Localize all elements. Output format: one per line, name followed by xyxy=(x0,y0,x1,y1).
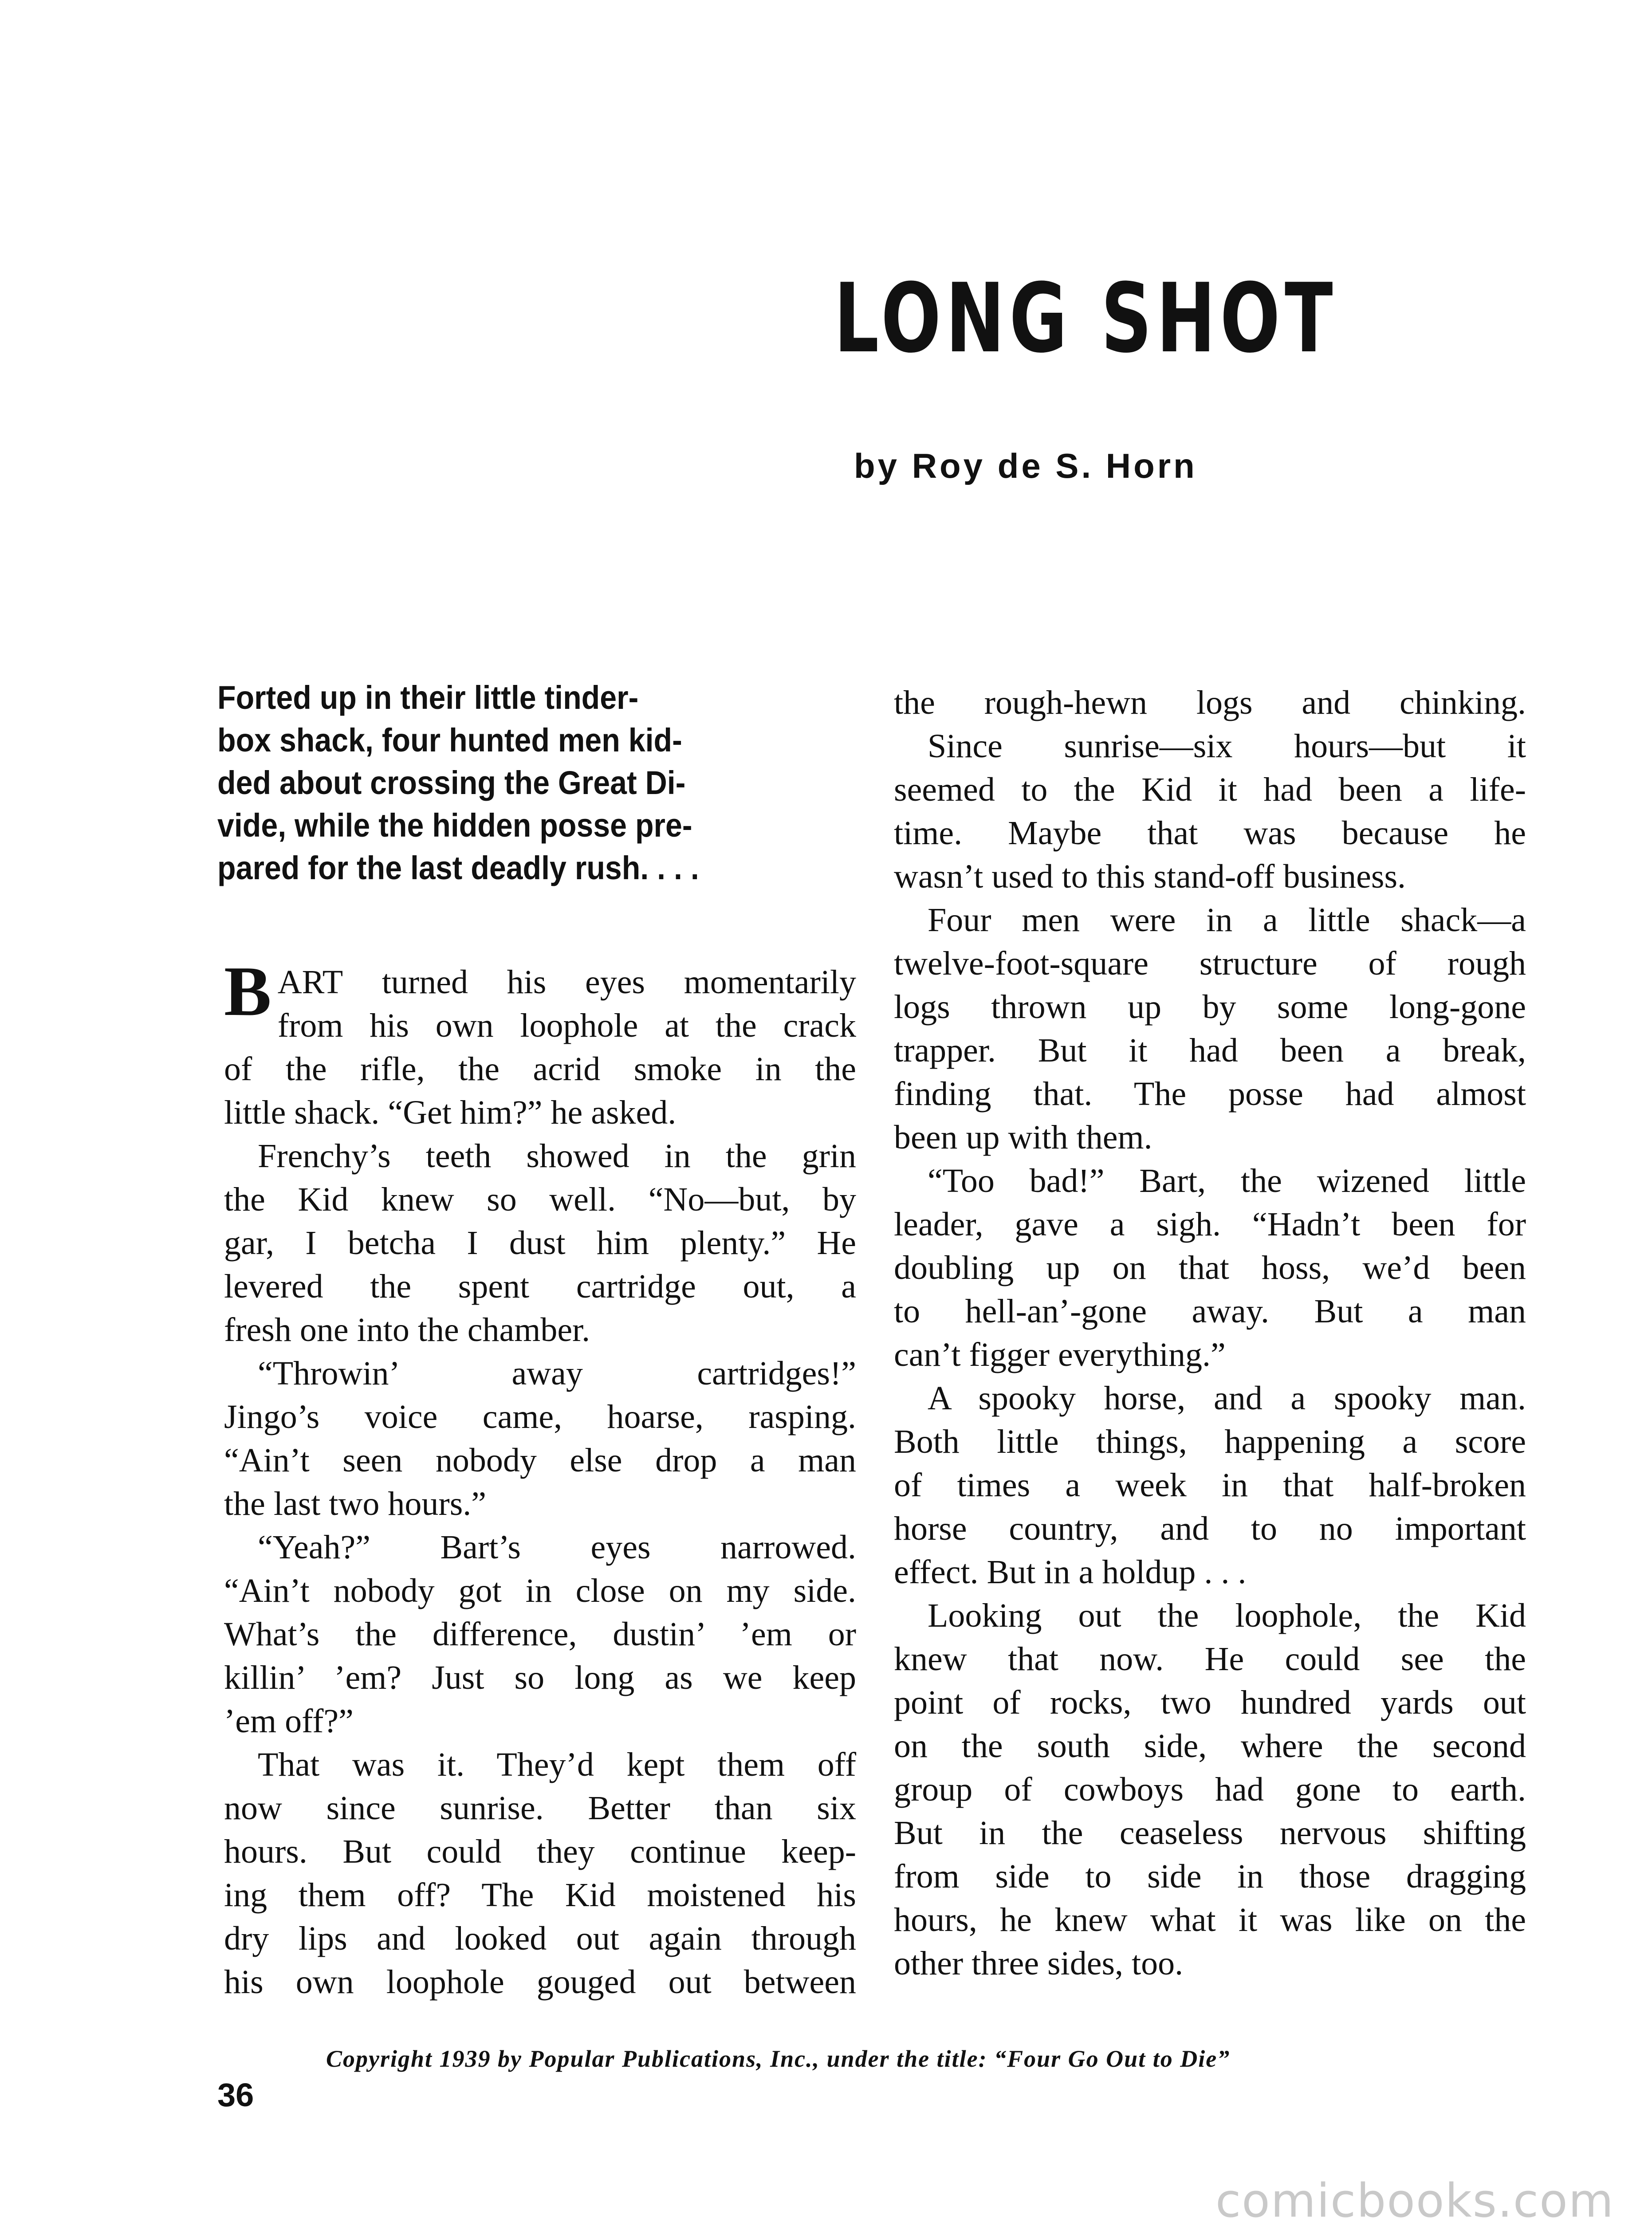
body-line: of the rifle, the acrid smoke in the xyxy=(224,1050,856,1088)
body-line: group of cowboys had gone to earth. xyxy=(894,1771,1526,1808)
body-line: of times a week in that half-broken xyxy=(894,1467,1526,1504)
body-line: point of rocks, two hundred yards out xyxy=(894,1684,1526,1721)
copyright-notice: Copyright 1939 by Popular Publications, Inc., under the title: “Four Go Out to Die” xyxy=(326,2045,1231,2072)
body-line: seemed to the Kid it had been a life- xyxy=(894,771,1526,808)
right-column xyxy=(894,681,1526,1985)
body-line: “Ain’t nobody got in close on my side. xyxy=(224,1572,856,1609)
body-line: been up with them. xyxy=(894,1119,1152,1156)
body-line: twelve-foot-square structure of rough xyxy=(894,945,1526,982)
body-line: gar, I betcha I dust him plenty.” He xyxy=(224,1224,856,1262)
body-line: from his own loophole at the crack xyxy=(277,1007,856,1044)
body-line: doubling up on that hoss, we’d been xyxy=(894,1249,1526,1286)
body-line: Looking out the loophole, the Kid xyxy=(928,1597,1526,1634)
body-line: fresh one into the chamber. xyxy=(224,1311,590,1349)
body-line: Since sunrise—six hours—but it xyxy=(928,728,1526,765)
body-line-text: turned his eyes momentarily xyxy=(382,963,856,1001)
blurb-line: box shack, four hunted men kid- xyxy=(217,722,682,759)
body-line: time. Maybe that was because he xyxy=(894,814,1526,852)
body-line: “Ain’t seen nobody else drop a man xyxy=(224,1442,856,1479)
body-line: hours, he knew what it was like on the xyxy=(894,1901,1526,1939)
body-line: the Kid knew so well. “No—but, by xyxy=(224,1181,856,1218)
body-line: “Throwin’ away cartridges!” xyxy=(258,1355,856,1392)
body-line: the rough-hewn logs and chinking. xyxy=(894,684,1526,721)
body-line: horse country, and to no important xyxy=(894,1510,1526,1547)
body-line: dry lips and looked out again through xyxy=(224,1920,856,1957)
story-title: LONG SHOT xyxy=(834,263,1337,374)
drop-cap: B xyxy=(224,952,271,1030)
body-line: levered the spent cartridge out, a xyxy=(224,1268,856,1305)
body-line: ing them off? The Kid moistened his xyxy=(224,1876,856,1914)
body-line: his own loophole gouged out between xyxy=(224,1963,856,2001)
body-line: wasn’t used to this stand-off business. xyxy=(894,858,1406,895)
body-line: now since sunrise. Better than six xyxy=(224,1789,856,1827)
body-line: ’em off?” xyxy=(224,1703,354,1740)
page-number: 36 xyxy=(217,2076,254,2113)
body-line: “Too bad!” Bart, the wizened little xyxy=(928,1162,1526,1199)
body-line: finding that. The posse had almost xyxy=(894,1075,1526,1113)
body-line: logs thrown up by some long-gone xyxy=(894,988,1526,1026)
body-line: What’s the difference, dustin’ ’em or xyxy=(224,1616,856,1653)
left-column xyxy=(224,952,856,2004)
body-line: That was it. They’d kept them off xyxy=(258,1746,856,1783)
blurb-line: vide, while the hidden posse pre- xyxy=(217,807,692,844)
blurb-line: pared for the last deadly rush. . . . xyxy=(217,849,699,886)
body-line: But in the ceaseless nervous shifting xyxy=(894,1814,1526,1852)
body-line: Frenchy’s teeth showed in the grin xyxy=(258,1137,856,1175)
body-line: Four men were in a little shack—a xyxy=(928,901,1526,939)
body-line: Both little things, happening a score xyxy=(894,1423,1526,1460)
first-word-small-caps: ART xyxy=(277,963,343,1001)
body-line: knew that now. He could see the xyxy=(894,1640,1526,1678)
body-line: Jingo’s voice came, hoarse, rasping. xyxy=(224,1398,856,1435)
story-blurb xyxy=(217,676,789,889)
body-line: killin’ ’em? Just so long as we keep xyxy=(224,1659,856,1696)
body-line: leader, gave a sigh. “Hadn’t been for xyxy=(894,1206,1526,1243)
blurb-line: ded about crossing the Great Di- xyxy=(217,764,686,801)
blurb-line: Forted up in their little tinder- xyxy=(217,679,639,716)
body-line: can’t figger everything.” xyxy=(894,1336,1226,1373)
body-line: trapper. But it had been a break, xyxy=(894,1032,1526,1069)
body-line: on the south side, where the second xyxy=(894,1727,1526,1765)
body-line: effect. But in a holdup . . . xyxy=(894,1553,1247,1591)
body-line: the last two hours.” xyxy=(224,1485,487,1522)
body-line: hours. But could they continue keep- xyxy=(224,1833,856,1870)
body-line: other three sides, too. xyxy=(894,1945,1184,1982)
body-line: A spooky horse, and a spooky man. xyxy=(928,1380,1526,1417)
watermark: comicbooks.com xyxy=(1215,2174,1615,2218)
body-line xyxy=(224,960,856,1004)
byline: by Roy de S. Horn xyxy=(854,446,1197,485)
body-line: “Yeah?” Bart’s eyes narrowed. xyxy=(258,1529,856,1566)
body-line: to hell-an’-gone away. But a man xyxy=(894,1293,1526,1330)
body-line: little shack. “Get him?” he asked. xyxy=(224,1094,677,1131)
body-line: from side to side in those dragging xyxy=(894,1858,1526,1895)
